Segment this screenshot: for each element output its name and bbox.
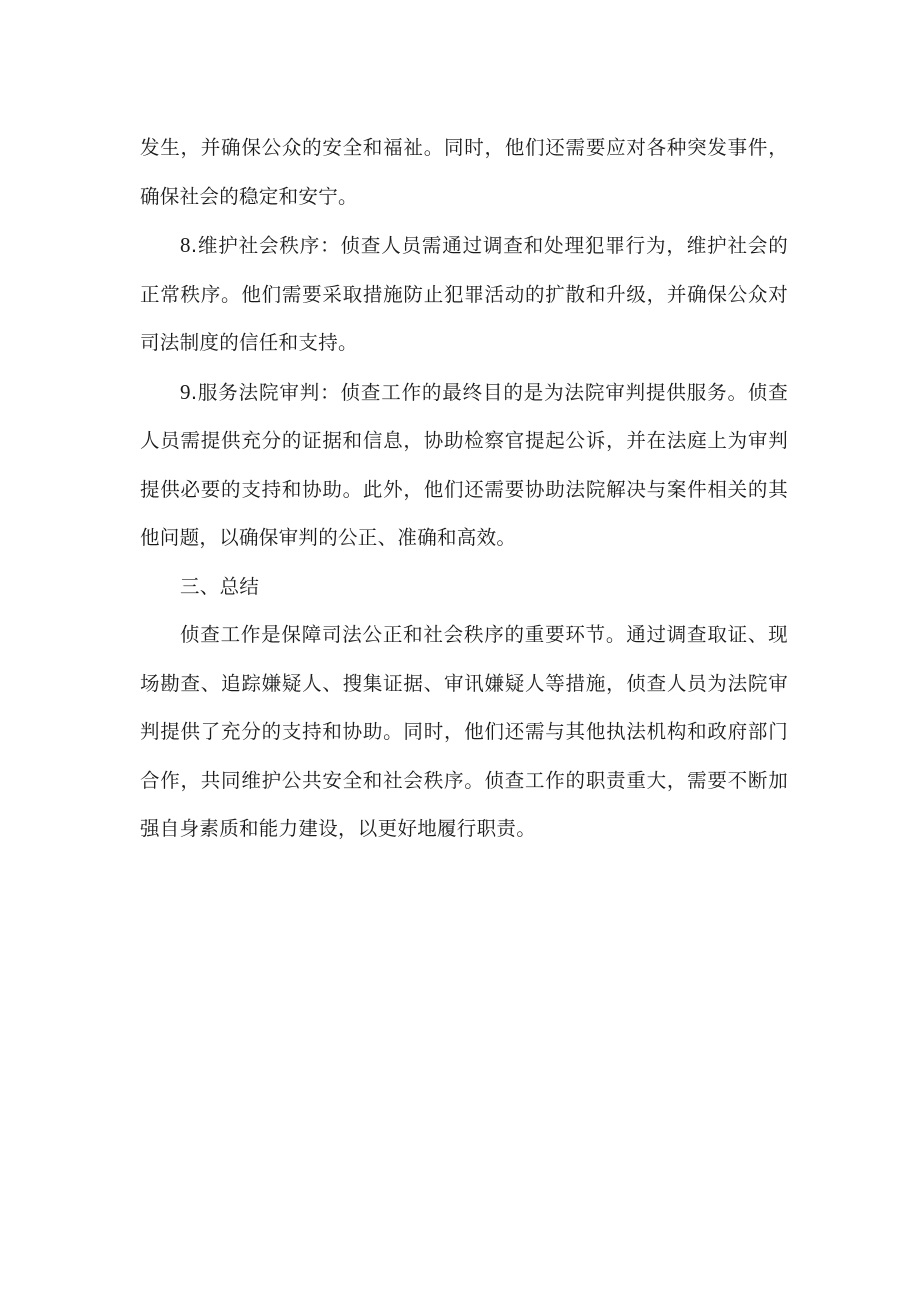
- list-item-8: [140, 221, 788, 368]
- paragraph-continuation: 发生，并确保公众的安全和福祉。同时，他们还需要应对各种突发事件，确保社会的稳定和安宁。: [140, 136, 788, 208]
- document-body: [140, 124, 788, 854]
- list-item-number: 9: [180, 379, 191, 404]
- list-item-text: .维护社会秩序：侦查人员需通过调查和处理犯罪行为，维护社会的正常秩序。他们需要采取措施防止犯罪活动的扩散和升级，并确保公众对司法制度的信任和支持。: [140, 234, 788, 354]
- list-item-text: .服务法院审判：侦查工作的最终目的是为法院审判提供服务。侦查人员需提供充分的证据和信息，协助检察官提起公诉，并在法庭上为审判提供必要的支持和协助。此外，他们还需要协助法院解决与案件相关的其他问题，以确保审判的公正、准确和高效。: [140, 380, 788, 549]
- section-heading-summary: 三、总结: [180, 574, 260, 598]
- list-item-number: 8: [180, 233, 191, 257]
- paragraph-summary: 侦查工作是保障司法公正和社会秩序的重要环节。通过调查取证、现场勘查、追踪嫌疑人、搜集证据、审讯嫌疑人等措施，侦查人员为法院审判提供了充分的支持和协助。同时，他们还需与其他执法机构和政府部门合作，共同维护公共安全和社会秩序。侦查工作的职责重大，需要不断加强自身素质和能力建设，以更好地履行职责。: [140, 623, 788, 840]
- list-item-9: [140, 368, 788, 563]
